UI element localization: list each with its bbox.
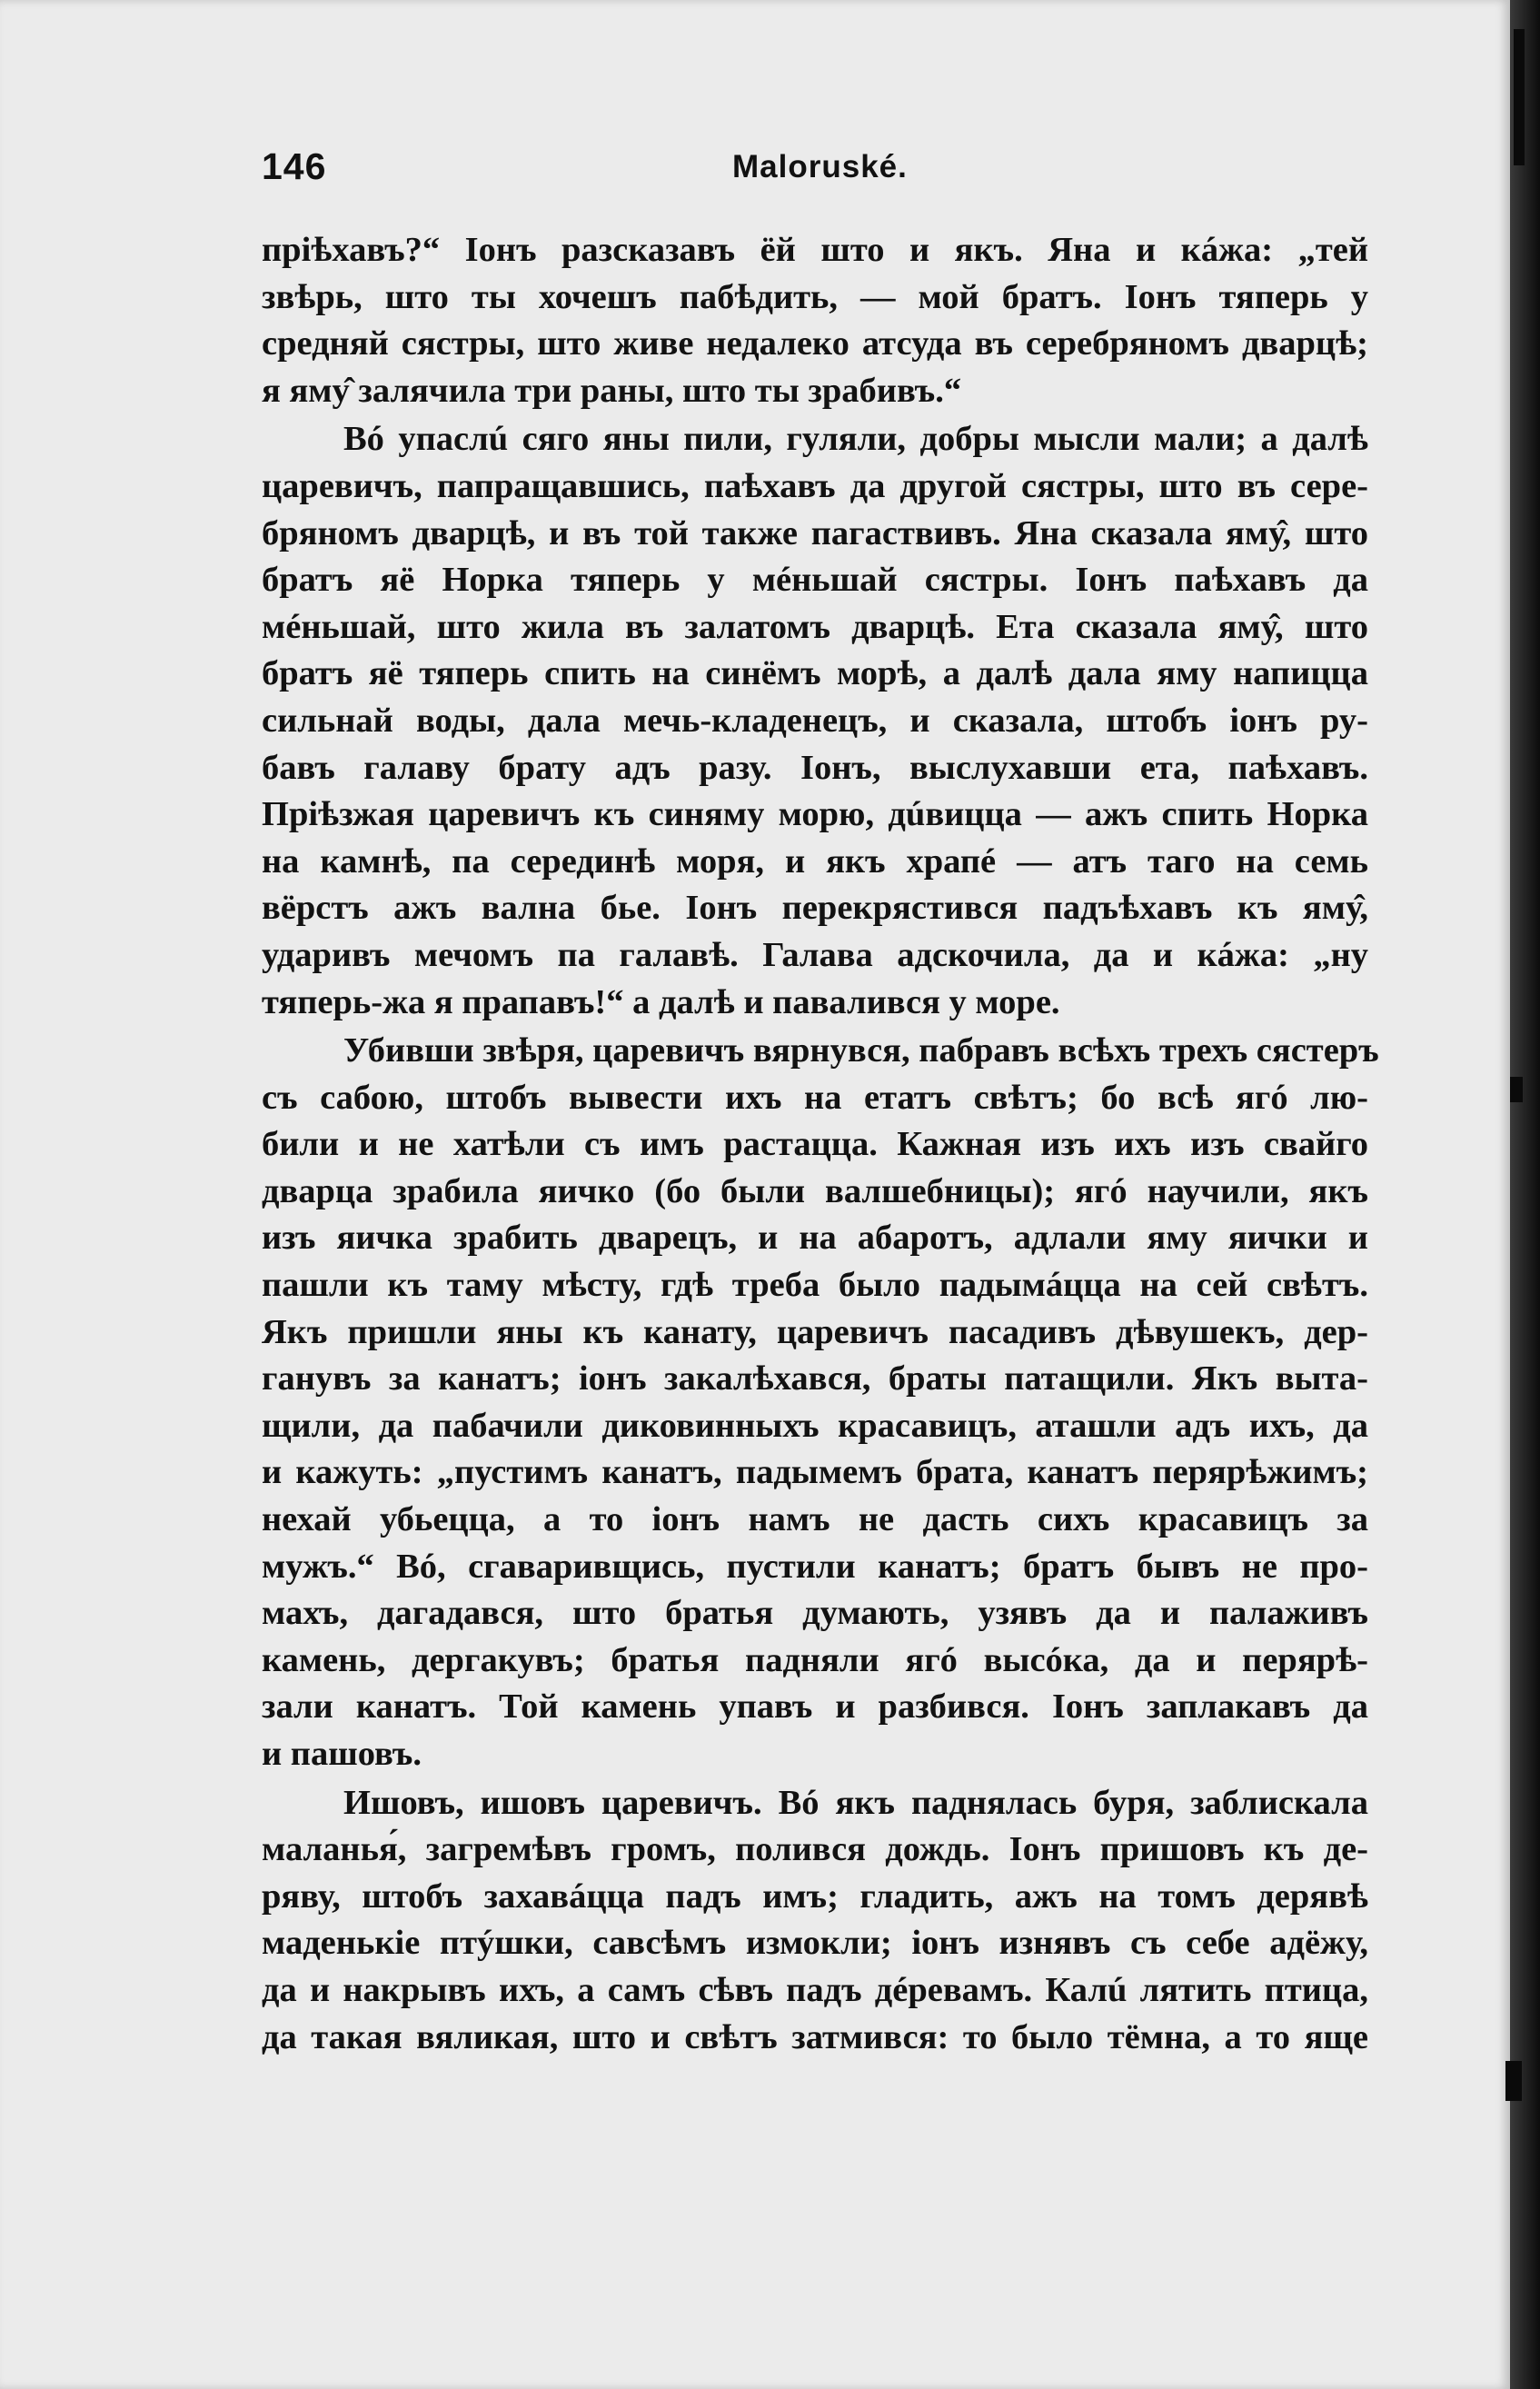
page-number: 146: [262, 145, 327, 187]
paragraph-2-line-7: сильнай воды, дала мечь-кладенецъ, и сказала, штобъ іонъ ру-: [262, 701, 1368, 740]
paragraph-2-line-9: Пріѣзжая царевичъ къ синяму морю, дúвицца — ажъ спить Норка: [262, 795, 1368, 834]
paragraph-3-line-15: зали канатъ. Той камень упавъ и разбився. Іонъ заплакавъ да: [262, 1687, 1368, 1727]
paragraph-2-line-13: тяперь-жа я прапавъ!“ а далѣ и павалився у море.: [262, 982, 1060, 1021]
paragraph-2-line-3: бряномъ дварцѣ, и въ той также пагаствивъ. Яна сказала яму̂, што: [262, 513, 1368, 552]
paragraph-3-line-13: махъ, дагадався, што братья думають, узявъ да и палаживъ: [262, 1594, 1368, 1633]
paragraph-2-line-4: братъ яё Норка тяперь у мéньшай сястры. Іонъ паѣхавъ да: [262, 561, 1368, 600]
paragraph-2-line-1: Вó упаслú сяго яны пили, гуляли, добры мысли мали; а далѣ: [343, 420, 1368, 459]
paragraph-4-line-6: да такая вяликая, што и свѣтъ затмився: то было тёмна, а то яще: [262, 2017, 1368, 2056]
paragraph-3-line-10: и кажуть: „пустимъ канатъ, падымемъ брата, канатъ перярѣжимъ;: [262, 1453, 1368, 1492]
paragraph-4-line-5: да и накрывъ ихъ, а самъ сѣвъ падъ дéревамъ. Калú лятить птица,: [262, 1970, 1368, 2009]
paragraph-3-line-5: изъ яичка зрабить дварецъ, и на абаротъ, адлали яму яички и: [262, 1219, 1368, 1258]
paragraph-4-line-2: маланья́, загремѣвъ громъ, полився дождь. Іонъ пришовъ къ де-: [262, 1830, 1368, 1869]
paragraph-3-line-4: дварца зрабила яичко (бо были валшебницы); ягó научили, якъ: [262, 1171, 1368, 1210]
page-edge-shadow: [1510, 0, 1540, 2389]
paragraph-3-line-14: камень, дергакувъ; братья падняли ягó высóка, да и перярѣ-: [262, 1640, 1368, 1679]
paragraph-4-line-3: ряву, штобъ захавáцца падъ имъ; гладить, ажъ на томъ дерявѣ: [262, 1876, 1368, 1916]
paragraph-3-line-1: Убивши звѣря, царевичъ вярнувся, пабравъ всѣхъ трехъ сястеръ: [343, 1031, 1379, 1070]
paragraph-1-line-2: звѣрь, што ты хочешъ пабѣдить, — мой братъ. Іонъ тяперь у: [262, 277, 1368, 316]
paragraph-4-line-1: Ишовъ, ишовъ царевичъ. Вó якъ паднялась буря, заблискала: [343, 1783, 1368, 1822]
paragraph-1-line-4: я яму̂ залячила три раны, што ты зрабивъ.“: [262, 371, 962, 410]
paragraph-3-line-8: ганувъ за канатъ; іонъ закалѣхався, браты патащили. Якъ выта-: [262, 1359, 1368, 1399]
paragraph-2-line-12: ударивъ мечомъ па галавѣ. Галава адскочила, да и кáжа: „ну: [262, 935, 1368, 974]
paragraph-3-line-12: мужъ.“ Вó, сгаваривщись, пустили канатъ; братъ бывъ не про-: [262, 1547, 1368, 1586]
paragraph-3-line-11: нехай убьецца, а то іонъ намъ не дасть сихъ красавицъ за: [262, 1500, 1368, 1539]
paragraph-2-line-2: царевичъ, папращавшись, паѣхавъ да другой сястры, што въ сере-: [262, 466, 1368, 505]
main-text: [262, 227, 1379, 2061]
paragraph-4-line-4: маденькіе птýшки, савсѣмъ измокли; іонъ изнявъ съ себе адёжу,: [262, 1924, 1368, 1963]
edge-mark-2: [1510, 1077, 1523, 1102]
paragraph-2-line-5: мéньшай, што жила въ залатомъ дварцѣ. Ета сказала яму̂, што: [262, 607, 1368, 646]
paragraph-2-line-6: братъ яё тяперь спить на синёмъ морѣ, а далѣ дала яму напицца: [262, 654, 1368, 693]
paragraph-3-line-3: били и не хатѣли съ имъ растацца. Кажная изъ ихъ изъ свайго: [262, 1125, 1368, 1164]
paragraph-1-line-3: средняй сястры, што живе недалеко атсуда въ серебряномъ дварцѣ;: [262, 324, 1368, 363]
edge-mark-3: [1505, 2061, 1522, 2101]
paragraph-3-line-7: Якъ пришли яны къ канату, царевичъ пасадивъ дѣвушекъ, дер-: [262, 1312, 1368, 1351]
paragraph-2-line-8: бавъ галаву брату адъ разу. Іонъ, выслухавши ета, паѣхавъ.: [262, 748, 1368, 787]
paragraph-2-line-10: на камнѣ, па серединѣ моря, и якъ храпé — атъ таго на семь: [262, 841, 1368, 881]
paragraph-1-line-1: пріѣхавъ?“ Іонъ разсказавъ ёй што и якъ. Яна и кáжа: „тей: [262, 231, 1368, 269]
paragraph-3-line-16: и пашовъ.: [262, 1735, 422, 1773]
paragraph-3-line-2: съ сабою, штобъ вывести ихъ на етатъ свѣтъ; бо всѣ ягó лю-: [262, 1078, 1368, 1117]
paragraph-2-line-11: вёрстъ ажъ вална бье. Іонъ перекрястився падъѣхавъ къ яму̂,: [262, 889, 1368, 928]
edge-mark-1: [1514, 29, 1525, 165]
paragraph-3-line-6: пашли къ таму мѣсту, гдѣ треба было падымáцца на сей свѣтъ.: [262, 1266, 1368, 1305]
page-header: [262, 136, 1368, 200]
paragraph-3-line-9: щили, да пабачили диковинныхъ красавицъ, аташли адъ ихъ, да: [262, 1406, 1368, 1445]
running-title: Maloruské.: [732, 149, 908, 184]
